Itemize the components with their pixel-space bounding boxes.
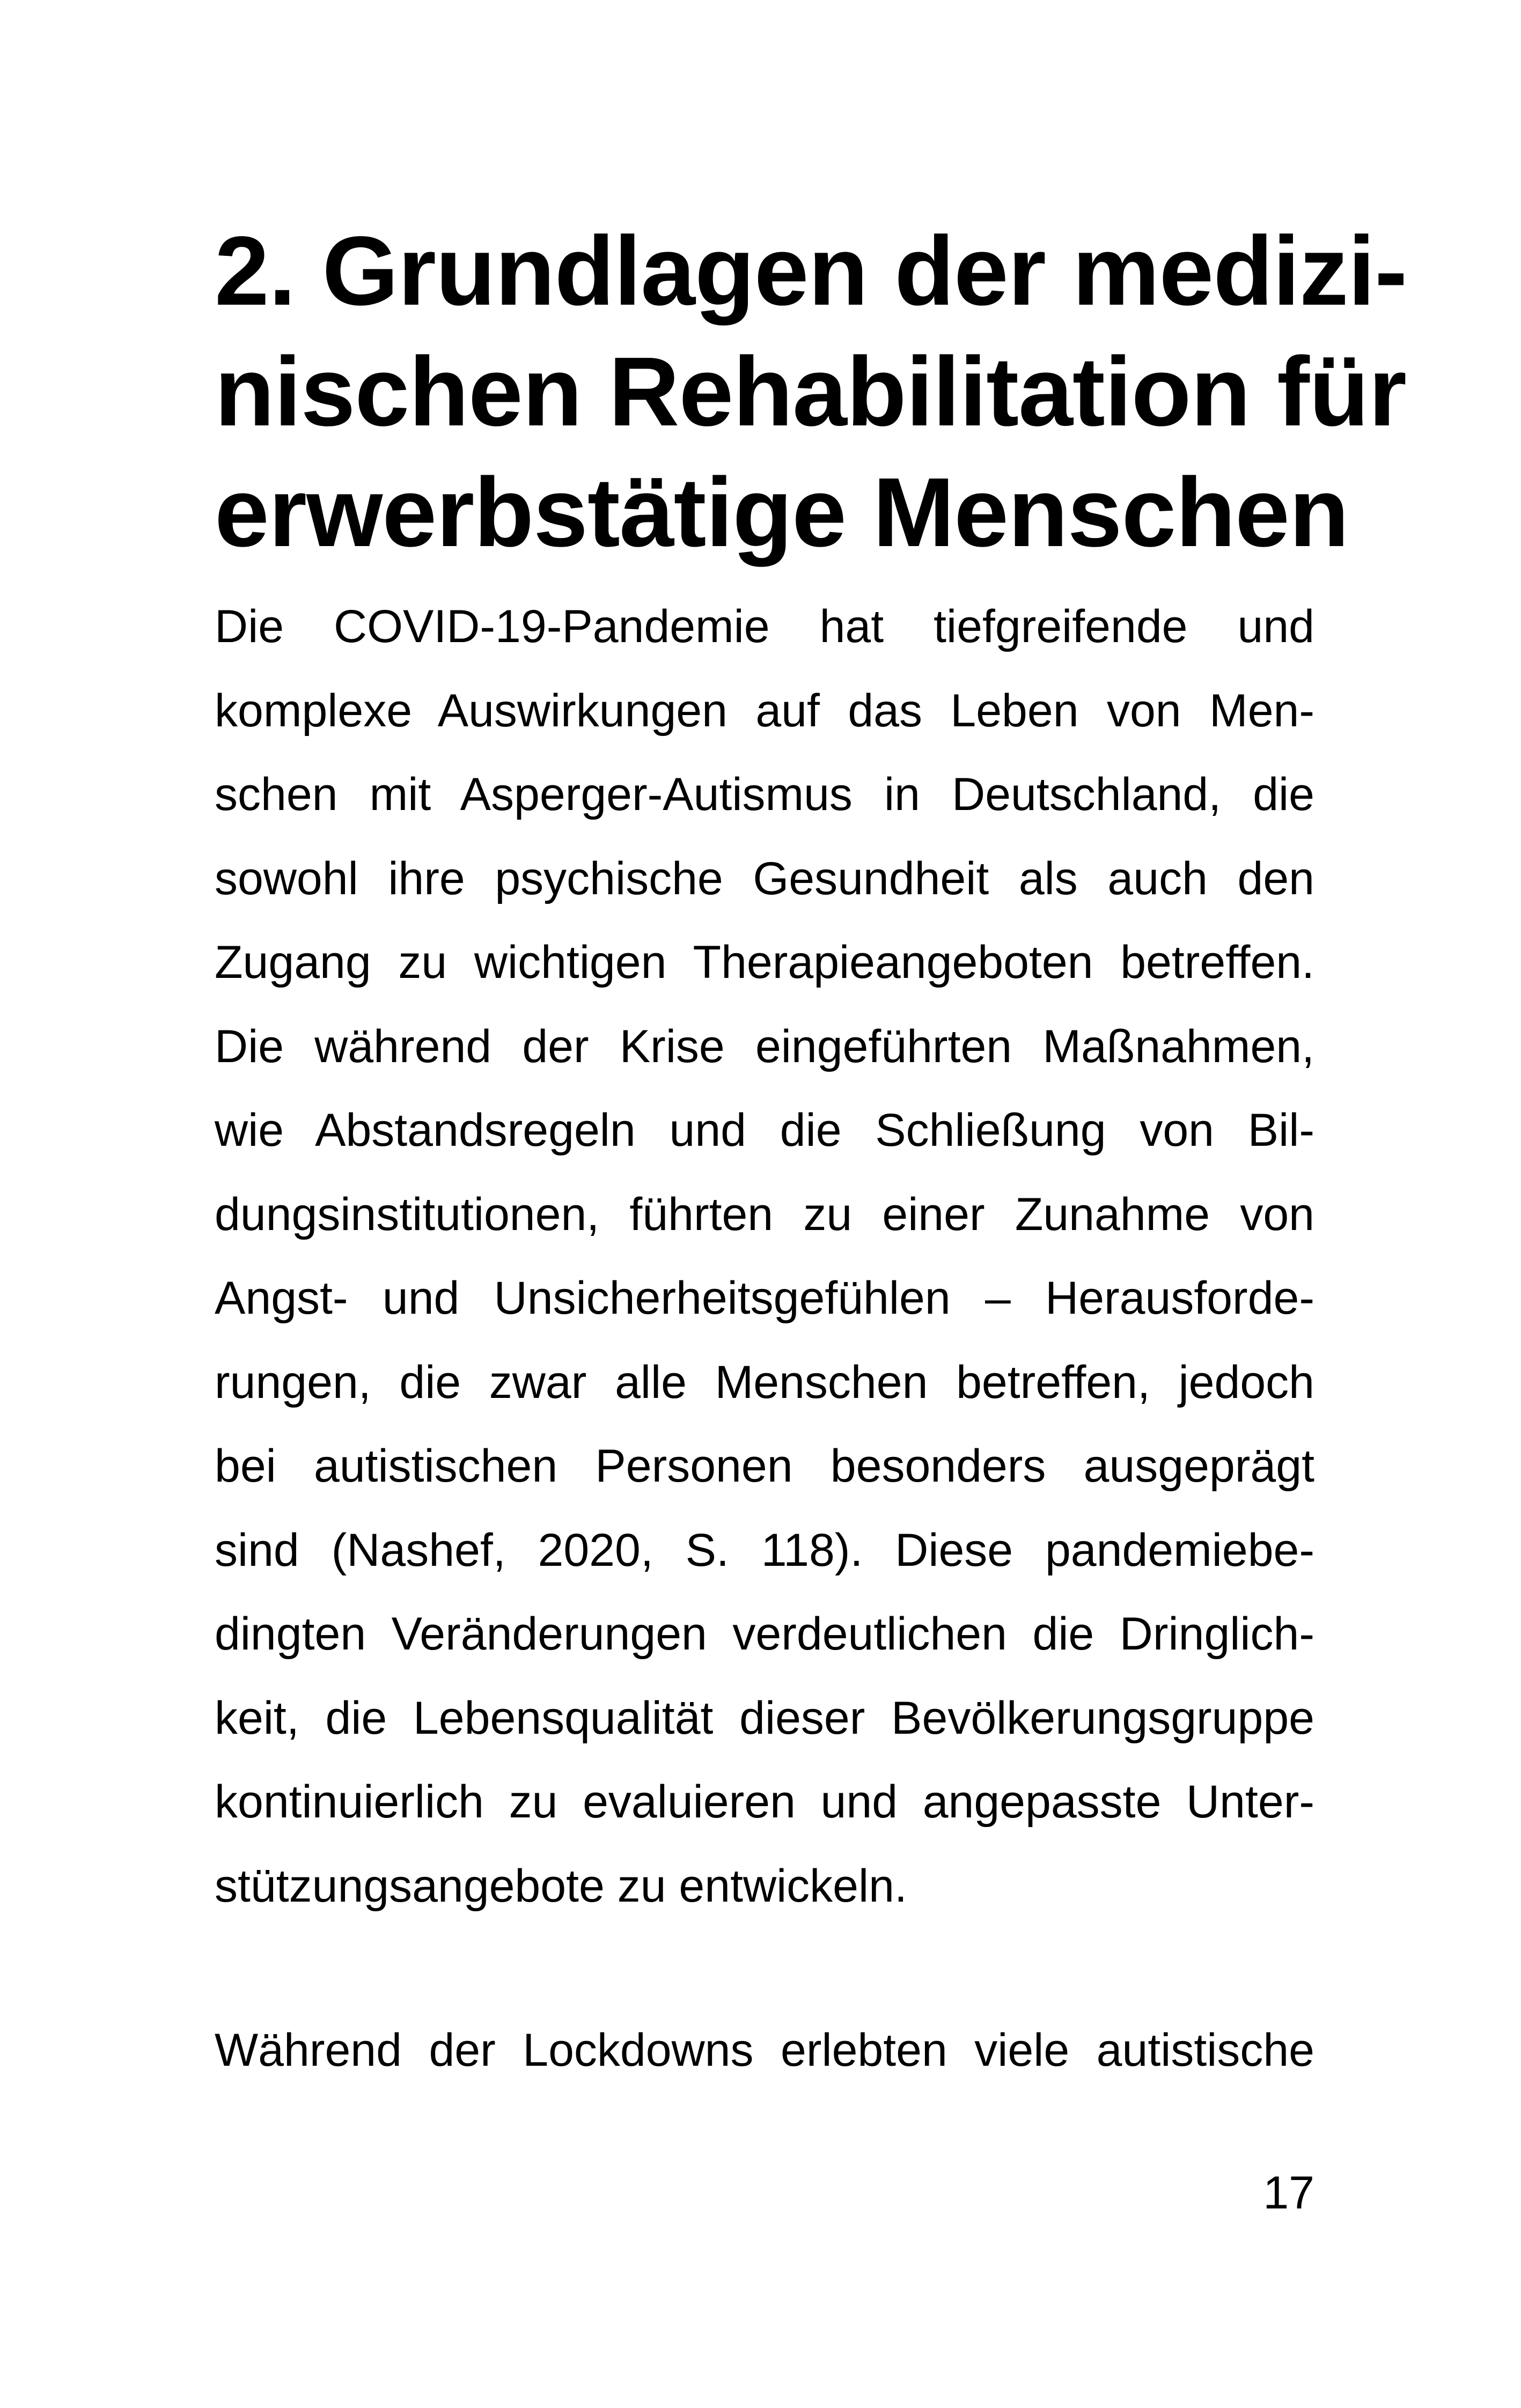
- text-line: dingten Veränderungen verdeutlichen die Dringlich-: [215, 1608, 1314, 1660]
- text-line: rungen, die zwar alle Menschen betreffen, jedoch: [215, 1356, 1314, 1408]
- text-line: keit, die Lebensqualität dieser Bevölkerungsgruppe: [215, 1692, 1314, 1744]
- text-line: Während der Lockdowns erlebten viele autistische: [215, 2024, 1314, 2076]
- text-line: schen mit Asperger-Autismus in Deutschland, die: [215, 769, 1314, 820]
- text-line: komplexe Auswirkungen auf das Leben von Men-: [215, 684, 1314, 737]
- text-line: stützungsangebote zu entwickeln.: [215, 1860, 907, 1912]
- text-line: sowohl ihre psychische Gesundheit als auch den: [215, 852, 1314, 904]
- text-line: Zugang zu wichtigen Therapieangeboten betreffen.: [215, 937, 1314, 988]
- text-line: Die während der Krise eingeführten Maßnahmen,: [215, 1020, 1314, 1072]
- text-line: Angst- und Unsicherheitsgefühlen – Herausforde-: [215, 1272, 1314, 1324]
- text-line: kontinuierlich zu evaluieren und angepasste Unter-: [215, 1776, 1314, 1828]
- text-line: bei autistischen Personen besonders ausgeprägt: [215, 1440, 1314, 1492]
- text-line: wie Abstandsregeln und die Schließung von Bil-: [215, 1104, 1314, 1156]
- heading-line: erwerbstätige Menschen: [215, 457, 1349, 567]
- heading-line: nischen Rehabilitation für: [215, 336, 1407, 446]
- body-paragraph: [215, 585, 1314, 1928]
- page-number: 17: [1263, 2167, 1314, 2219]
- text-line: dungsinstitutionen, führten zu einer Zunahme von: [215, 1188, 1314, 1240]
- text-line: sind (Nashef, 2020, S. 118). Diese pandemiebe-: [215, 1524, 1314, 1576]
- text-line: Die COVID-19-Pandemie hat tiefgreifende und: [215, 601, 1314, 652]
- heading-line: 2. Grundlagen der medizi-: [215, 216, 1407, 326]
- chapter-heading: [215, 210, 1407, 572]
- body-paragraph: [215, 2008, 1314, 2093]
